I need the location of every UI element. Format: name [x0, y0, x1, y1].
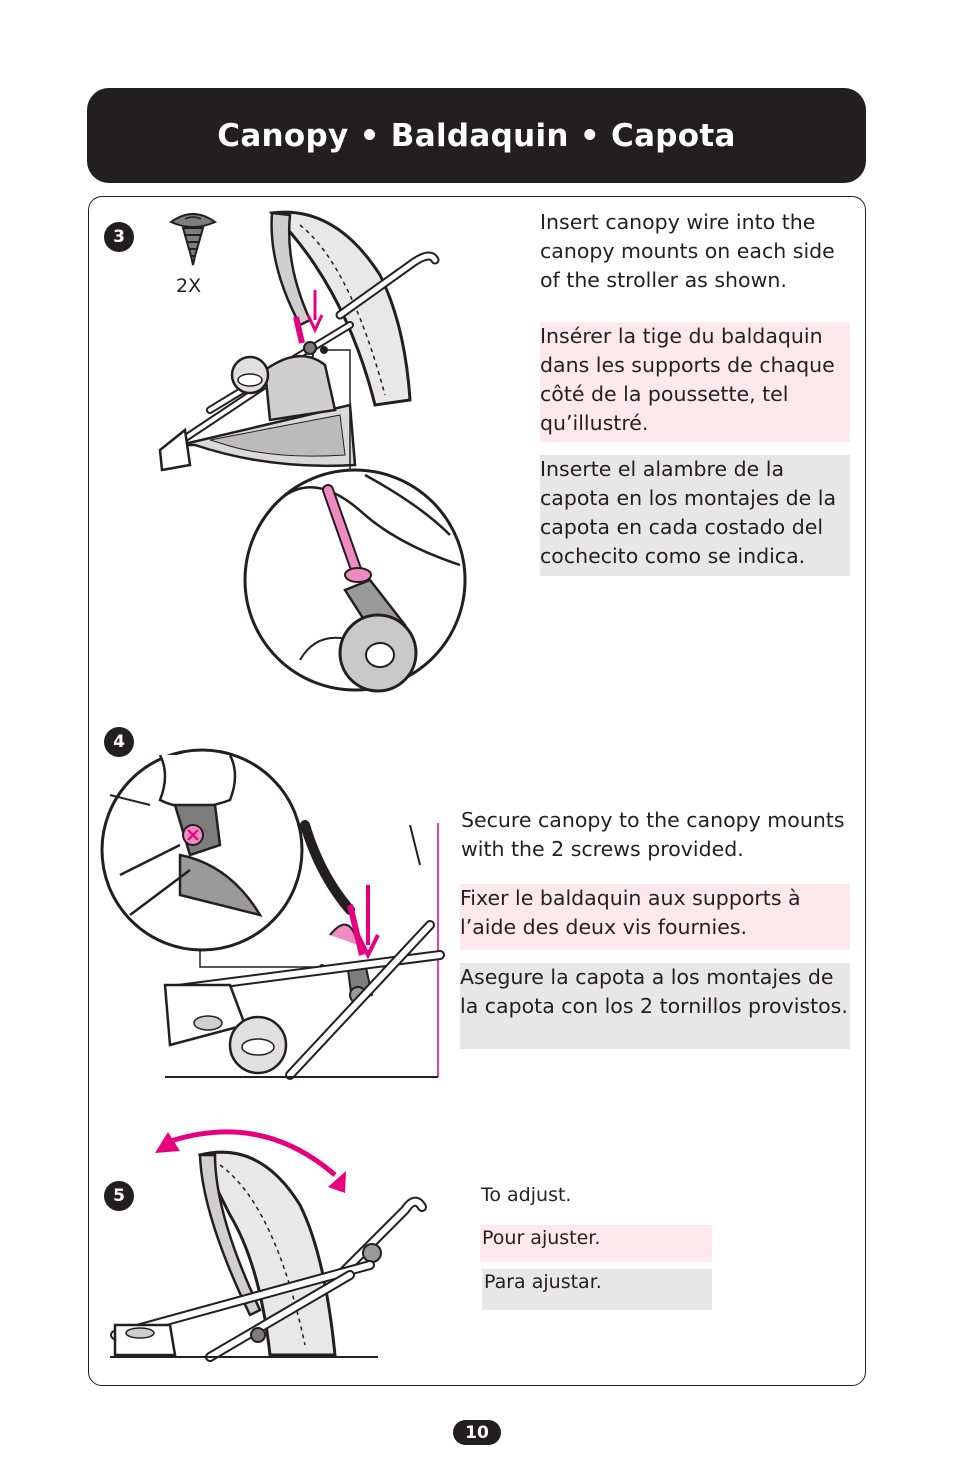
canopy-screw-mount-illustration [100, 745, 445, 1080]
step-5-text-en: To adjust. [481, 1184, 572, 1206]
step-5-number: 5 [104, 1181, 134, 1211]
step-3-text-es: Inserte el alambre de la capota en los montajes de la capota en cada costado del cochecito como se indica. [540, 455, 850, 576]
title-bar [87, 88, 866, 183]
step-4-text-fr: Fixer le baldaquin aux supports à l’aide des deux vis fournies. [460, 884, 850, 950]
step-3-text-en: Insert canopy wire into the canopy mounts on each side of the stroller as shown. [540, 210, 835, 292]
step-4-text-es: Asegure la capota a los montajes de la capota con los 2 tornillos provistos. [460, 963, 850, 1049]
step-4-number: 4 [104, 727, 134, 757]
step-3-number: 3 [104, 222, 134, 252]
step-5-text-fr: Pour ajuster. [480, 1225, 712, 1262]
screw-quantity: 2X [176, 275, 202, 297]
step-5-text-es: Para ajustar. [482, 1269, 712, 1310]
step-3-text-fr: Insérer la tige du baldaquin dans les supports de chaque côté de la poussette, tel qu’illustré. [540, 322, 850, 442]
page-number-badge: 10 [453, 1420, 501, 1445]
page-title: Canopy • Baldaquin • Capota [217, 117, 736, 154]
stroller-canopy-wire-illustration [150, 205, 470, 695]
canopy-adjust-illustration [110, 1115, 440, 1360]
step-4-text-en: Secure canopy to the canopy mounts with the 2 screws provided. [461, 808, 845, 861]
